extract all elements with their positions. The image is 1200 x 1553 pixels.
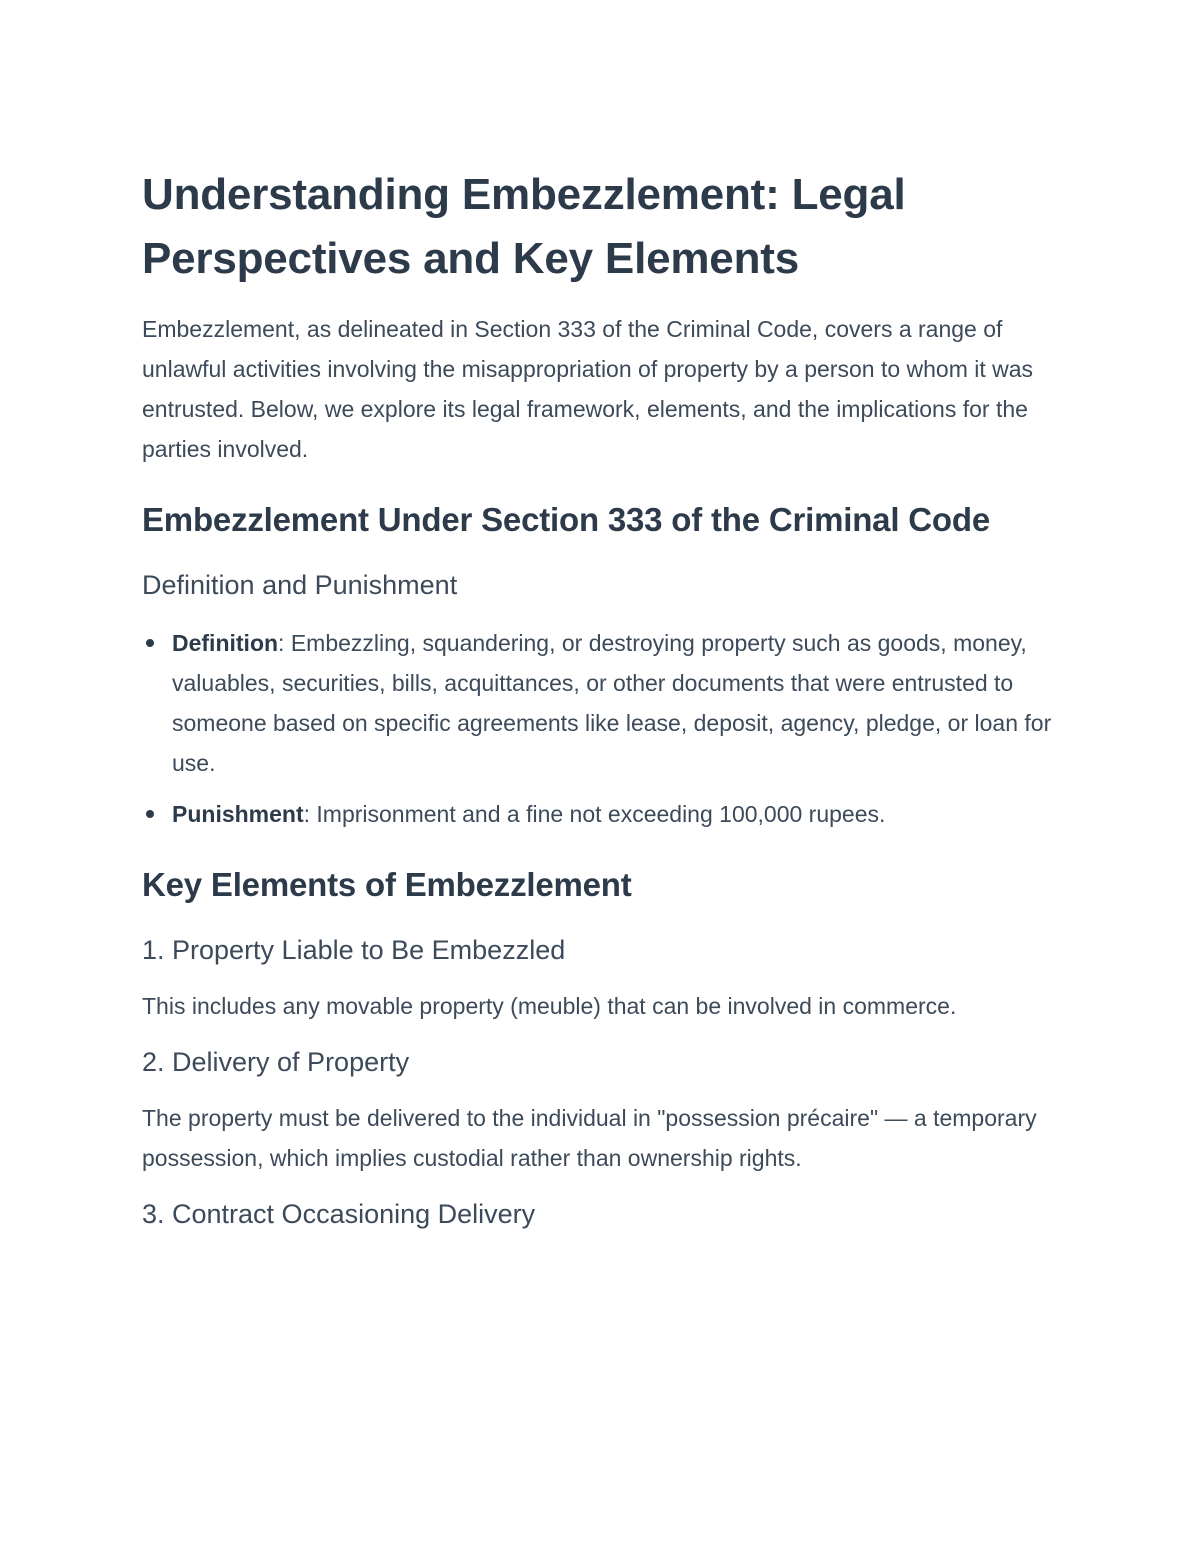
definition-bullet-list: [142, 623, 1062, 834]
document-page: [142, 163, 1062, 1234]
bullet-icon: [146, 810, 154, 818]
bullet-term: Punishment: [172, 801, 304, 827]
element-text-delivery: The property must be delivered to the individual in "possession précaire" — a temporary possession, which implies custodial rather than ownership rights.: [142, 1105, 1037, 1171]
element-heading-contract: 3. Contract Occasioning Delivery: [142, 1199, 536, 1229]
section-heading-key-elements: Key Elements of Embezzlement: [142, 866, 632, 903]
bullet-text: : Imprisonment and a fine not exceeding 100,000 rupees.: [303, 801, 886, 827]
element-heading-delivery: 2. Delivery of Property: [142, 1047, 410, 1077]
bullet-icon: [146, 639, 154, 647]
list-item: [142, 623, 1062, 783]
page-title: Understanding Embezzlement: Legal Perspectives and Key Elements: [142, 170, 906, 283]
subheading-definition-punishment: Definition and Punishment: [142, 570, 458, 600]
element-heading-property: 1. Property Liable to Be Embezzled: [142, 935, 566, 965]
section-heading-section-333: Embezzlement Under Section 333 of the Criminal Code: [142, 501, 990, 538]
intro-paragraph: Embezzlement, as delineated in Section 333 of the Criminal Code, covers a range of unlawful activities involving the misappropriation of property by a person to whom it was entrusted. Below, we explore its legal framework, elements, and the implications for the parties involved.: [142, 316, 1034, 462]
bullet-text: : Embezzling, squandering, or destroying property such as goods, money, valuables, securities, bills, acquittances, or other documents that were entrusted to someone based on specific agreements like lease, deposit, agency, pledge, or loan for use.: [172, 630, 1052, 776]
element-text-property: This includes any movable property (meuble) that can be involved in commerce.: [142, 993, 957, 1019]
list-item: [142, 794, 1062, 834]
bullet-term: Definition: [172, 630, 279, 656]
